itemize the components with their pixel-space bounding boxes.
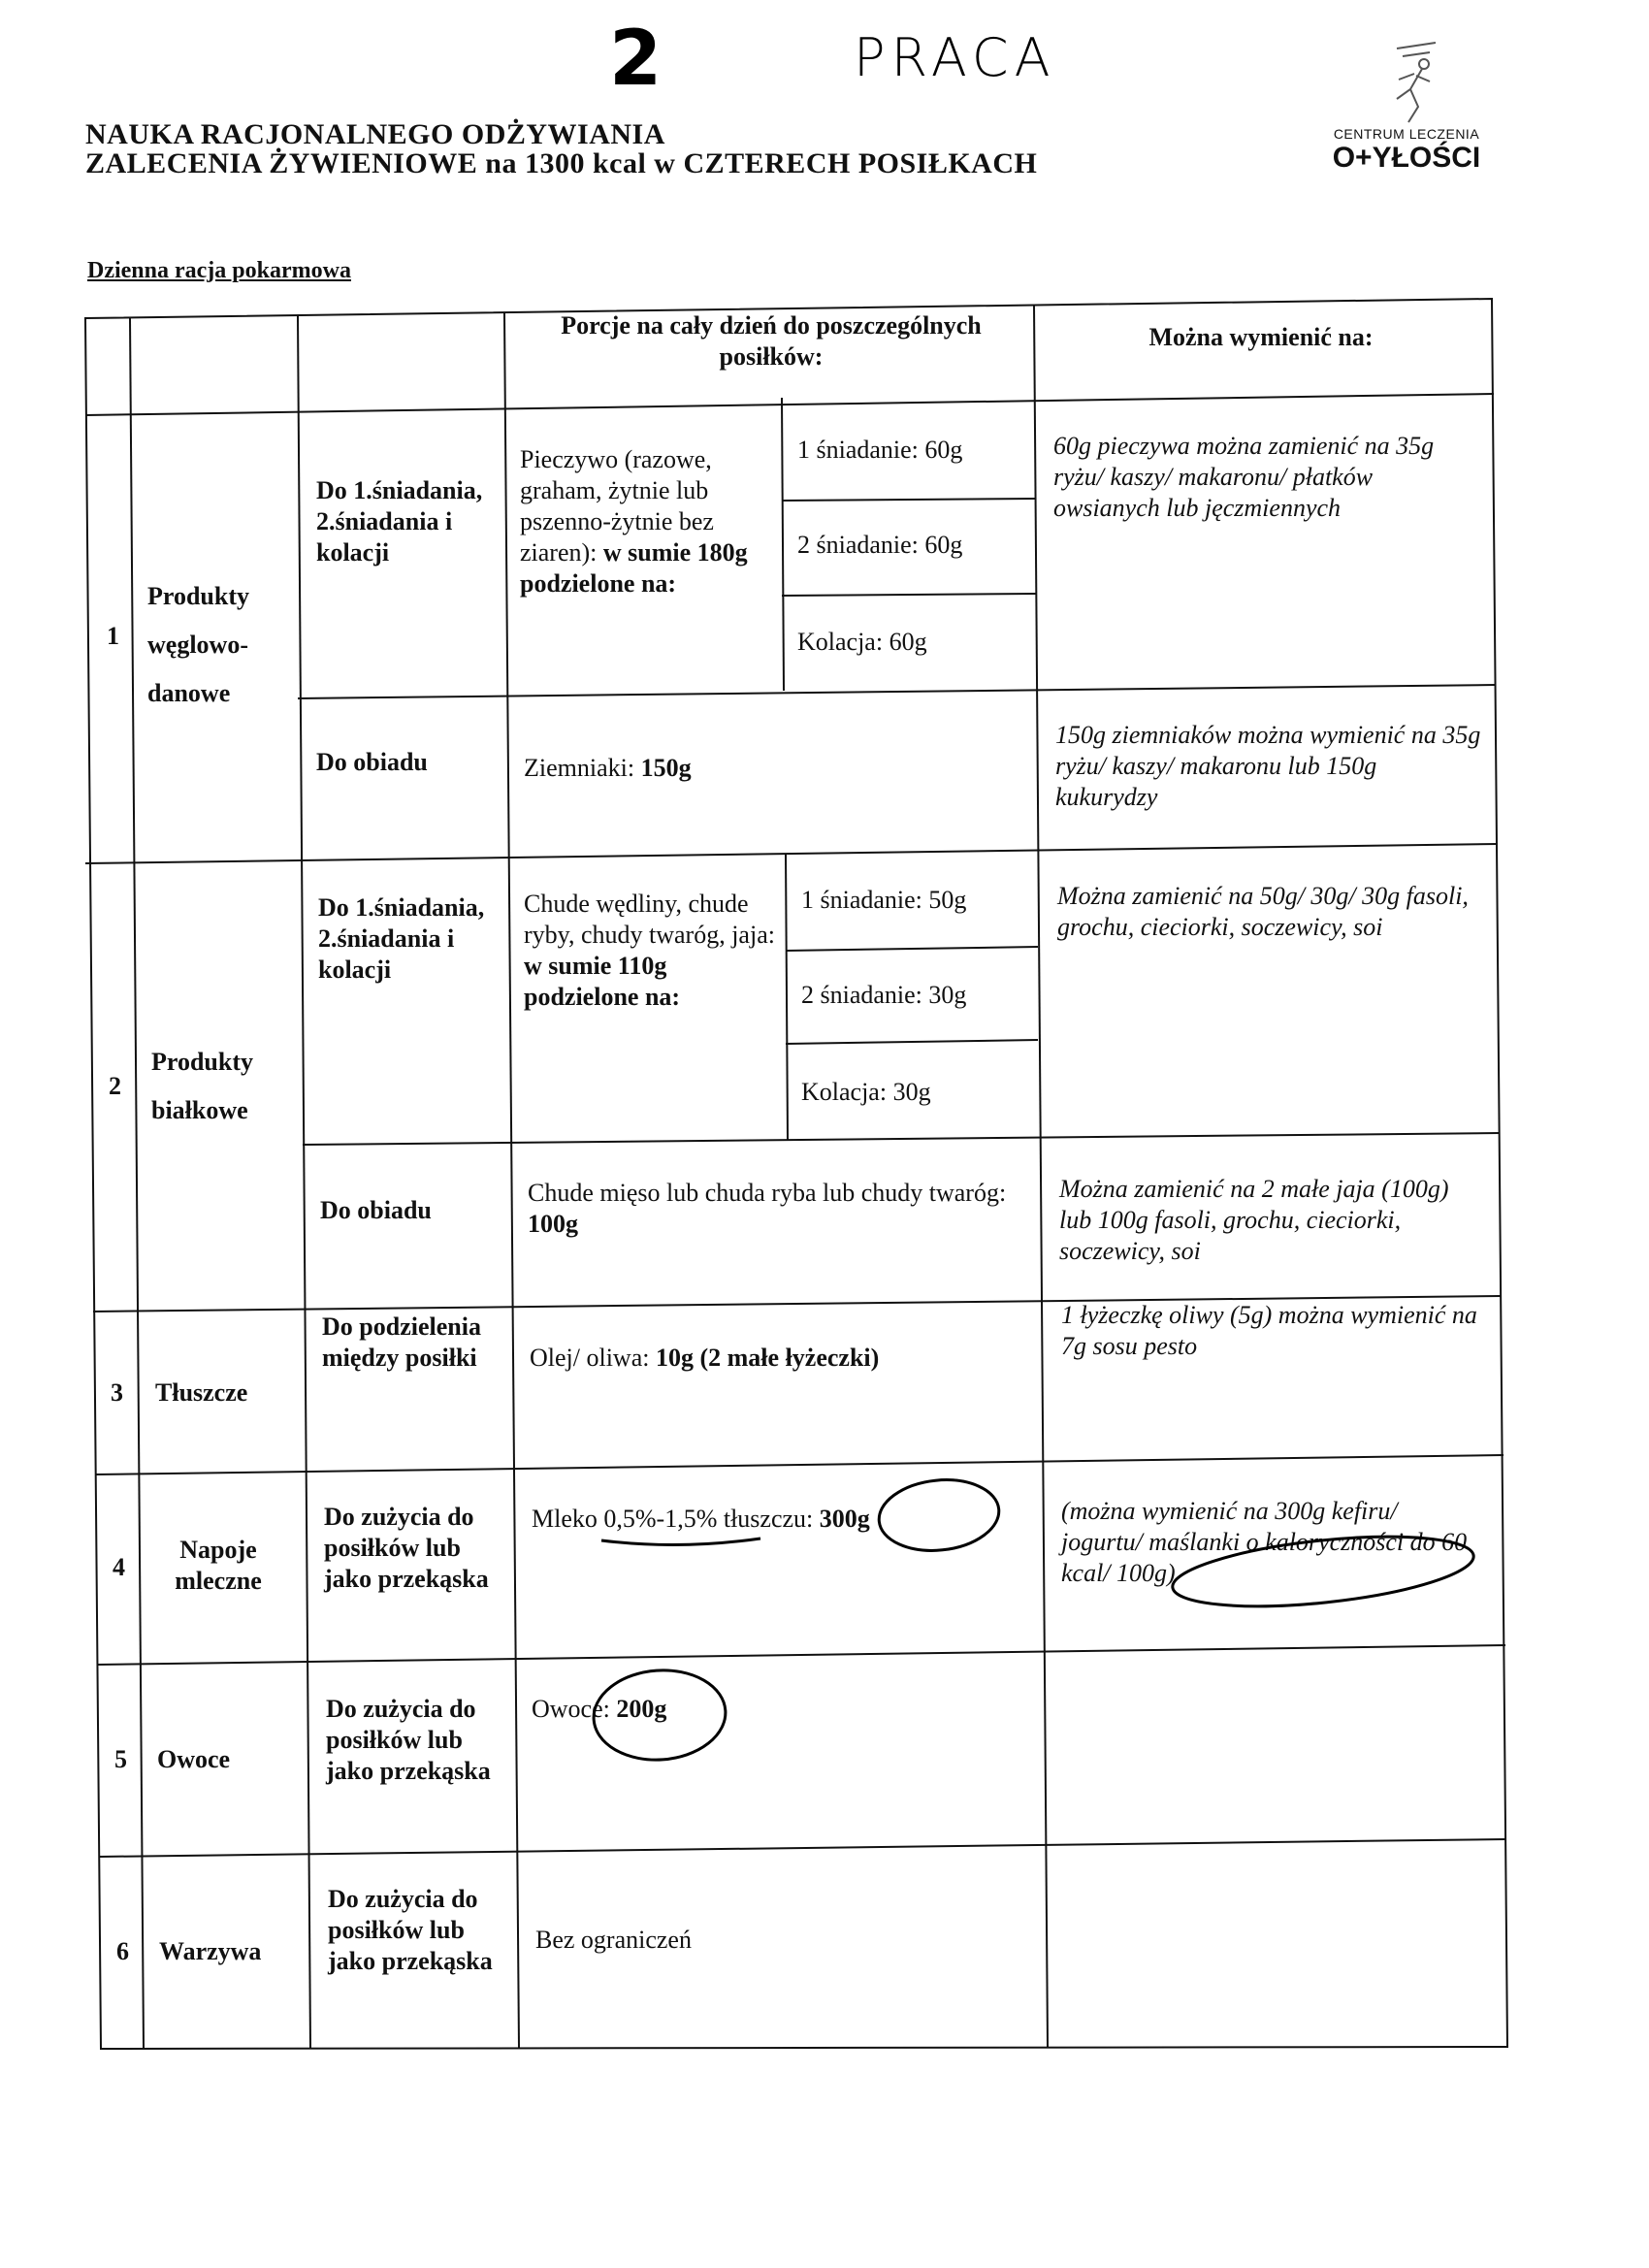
portion-fruit-text: Owoce: — [532, 1695, 610, 1723]
exchange-oil: 1 łyżeczkę oliwy (5g) można wymienić na 7g sosu pesto — [1061, 1301, 1477, 1360]
meal-breakfast-supper: Do 1.śniadania, 2.śniadania i kolacji — [318, 893, 485, 984]
portion-meat-amount: 100g — [528, 1210, 578, 1238]
exchange-milk: (można wymienić na 300g kefiru/ jogurtu/ maślanki o kaloryczności do 60 kcal/ 100g) — [1061, 1497, 1468, 1587]
logo-text-bottom: O+YŁOŚCI — [1332, 142, 1481, 174]
meal-any: Do zużycia do posiłków lub jako przekąska — [328, 1885, 493, 1975]
meal-lunch: Do obiadu — [316, 748, 428, 776]
category-protein: Produkty białkowe — [151, 1048, 253, 1124]
portion-bread — [520, 444, 772, 599]
header-portions: Porcje na cały dzień do poszczególnych posiłków: — [561, 311, 982, 371]
split-breakfast1: 1 śniadanie: 50g — [801, 886, 967, 914]
row-number: 6 — [116, 1937, 129, 1965]
row-number: 1 — [107, 622, 119, 650]
portion-bread-text: Pieczywo (razowe, graham, żytnie lub pszenno-żytnie bez ziaren): — [520, 445, 714, 567]
category-vegetables: Warzywa — [159, 1937, 262, 1965]
portion-potatoes-amount: 150g — [640, 754, 692, 782]
portion-fruit — [532, 1694, 920, 1725]
row-number: 2 — [109, 1072, 121, 1100]
document-title-line-2: ZALECENIA ŻYWIENIOWE na 1300 kcal w CZTERECH POSIŁKACH — [85, 147, 1038, 179]
portion-oil-text: Olej/ oliwa: — [530, 1344, 650, 1372]
portion-protein-amount: w sumie 110g podzielone na: — [524, 952, 681, 1011]
row-number: 5 — [114, 1745, 127, 1773]
row-number: 3 — [111, 1378, 123, 1407]
portion-protein — [524, 889, 776, 1013]
portion-bread-amount: w sumie 180g podzielone na: — [520, 538, 748, 598]
category-carbohydrates: Produkty węglowo-danowe — [147, 582, 249, 707]
document-title-line-1: NAUKA RACJONALNEGO ODŻYWIANIA — [85, 118, 665, 150]
portion-milk — [532, 1504, 1036, 1535]
portion-vegetables-text: Bez ograniczeń — [535, 1926, 692, 1954]
category-dairy: Napoje mleczne — [175, 1536, 262, 1595]
category-fats: Tłuszcze — [155, 1378, 248, 1407]
header-exchange: Można wymienić na: — [1148, 323, 1374, 351]
split-breakfast2: 2 śniadanie: 30g — [801, 981, 967, 1009]
exchange-meat: Można zamienić na 2 małe jaja (100g) lub 100g fasoli, grochu, cieciorki, soczewicy, soi — [1059, 1175, 1449, 1265]
meal-any: Do zużycia do posiłków lub jako przekąska — [324, 1503, 489, 1593]
category-fruit: Owoce — [157, 1745, 231, 1773]
row-number: 4 — [113, 1553, 125, 1581]
portion-milk-amount: 300g — [819, 1505, 870, 1533]
meal-breakfast-supper: Do 1.śniadania, 2.śniadania i kolacji — [316, 476, 483, 567]
exchange-potatoes: 150g ziemniaków można wymienić na 35g ryżu/ kaszy/ makaronu lub 150g kukurydzy — [1055, 721, 1481, 811]
split-breakfast2: 2 śniadanie: 60g — [797, 531, 963, 559]
split-supper: Kolacja: 60g — [797, 628, 927, 656]
split-breakfast1: 1 śniadanie: 60g — [797, 436, 963, 464]
portion-oil — [530, 1343, 1024, 1374]
split-supper: Kolacja: 30g — [801, 1078, 931, 1106]
portion-meat — [528, 1178, 1013, 1240]
portion-oil-amount: 10g (2 małe łyżeczki) — [655, 1344, 880, 1372]
portion-protein-text: Chude wędliny, chude ryby, chudy twaróg, jaja: — [524, 890, 775, 949]
meal-split: Do podzielenia między posiłki — [322, 1312, 481, 1372]
exchange-protein: Można zamienić na 50g/ 30g/ 30g fasoli, grochu, cieciorki, soczewicy, soi — [1057, 882, 1469, 941]
portion-potatoes-text: Ziemniaki: — [524, 754, 635, 782]
logo-text-top: CENTRUM LECZENIA — [1333, 126, 1480, 142]
handwritten-word: PRACA — [854, 27, 1056, 88]
exchange-bread: 60g pieczywa można zamienić na 35g ryżu/ kaszy/ makaronu/ płatków owsianych lub jęczmiennych — [1053, 432, 1435, 522]
portion-potatoes — [524, 753, 1009, 784]
portion-meat-text: Chude mięso lub chuda ryba lub chudy twaróg: — [528, 1179, 1007, 1207]
section-subtitle: Dzienna racja pokarmowa — [87, 258, 351, 283]
handwritten-number: 2 — [609, 16, 663, 103]
portion-vegetables — [535, 1925, 923, 1956]
meal-any: Do zużycia do posiłków lub jako przekąska — [326, 1695, 491, 1785]
portion-fruit-amount: 200g — [616, 1695, 667, 1723]
meal-lunch: Do obiadu — [320, 1196, 432, 1224]
portion-milk-text: Mleko 0,5%-1,5% tłuszczu: — [532, 1505, 814, 1533]
